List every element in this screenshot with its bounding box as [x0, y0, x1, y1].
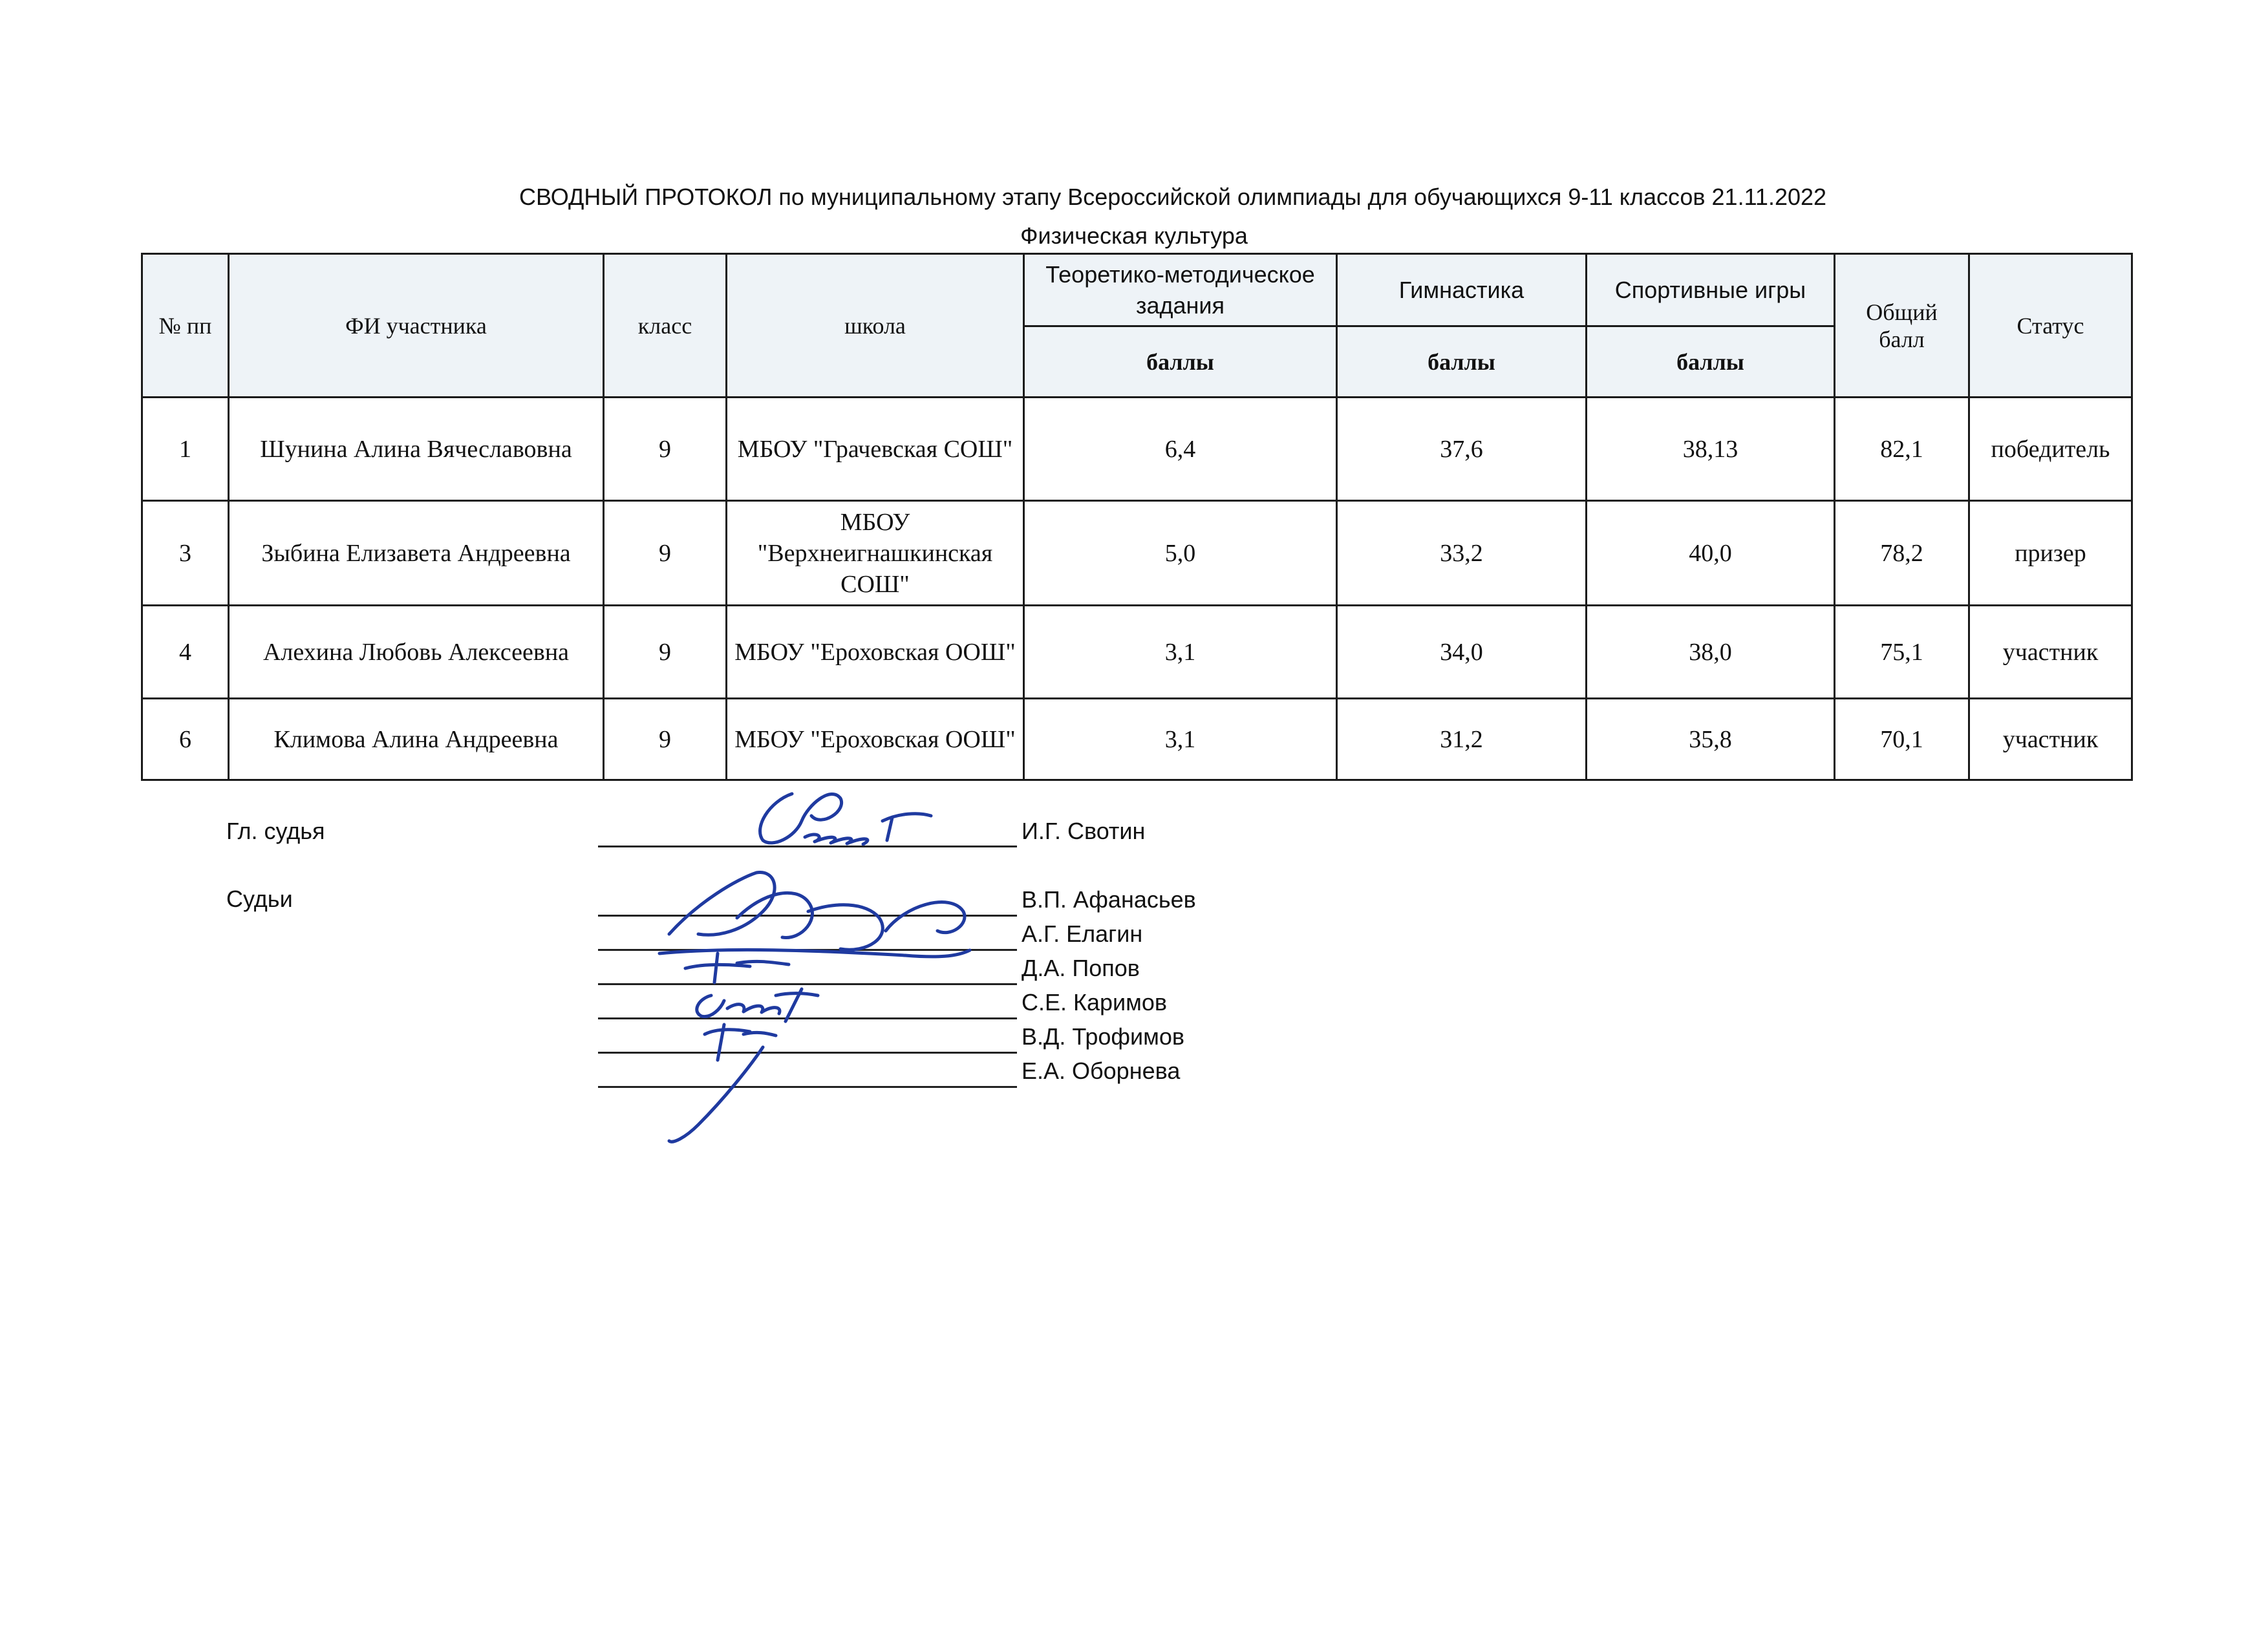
cell-num: 4 [142, 606, 229, 699]
results-table [141, 253, 2133, 781]
chief-judge-name: И.Г. Свотин [1022, 818, 1146, 844]
cell-sport-games: 38,0 [1587, 606, 1835, 699]
subheader-points-theory: баллы [1024, 326, 1337, 398]
col-header-num: № пп [142, 254, 229, 398]
col-header-name: ФИ участника [229, 254, 604, 398]
judge-signature [669, 1025, 776, 1142]
judge-name: Е.А. Оборнева [1022, 1058, 1181, 1084]
cell-name: Шунина Алина Вячеславовна [229, 398, 604, 501]
cell-total: 70,1 [1835, 699, 1969, 780]
cell-school: МБОУ "Верхнеигнашкинская СОШ" [727, 501, 1024, 606]
col-header-sport-games: Спортивные игры [1587, 254, 1835, 326]
chief-signature [760, 794, 931, 844]
subheader-points-gymnastics: баллы [1337, 326, 1587, 398]
cell-name: Климова Алина Андреевна [229, 699, 604, 780]
cell-gymnastics: 34,0 [1337, 606, 1587, 699]
judge-name: А.Г. Елагин [1022, 920, 1143, 947]
judge-name: С.Е. Каримов [1022, 989, 1168, 1016]
cell-theory: 3,1 [1024, 606, 1337, 699]
cell-status: победитель [1969, 398, 2132, 501]
signature-line [598, 915, 1017, 917]
judge-signature [685, 953, 789, 983]
signature-line [598, 1086, 1017, 1088]
table-row [142, 699, 2132, 780]
subheader-points-sport-games: баллы [1587, 326, 1835, 398]
cell-sport-games: 40,0 [1587, 501, 1835, 606]
cell-grade: 9 [604, 398, 727, 501]
cell-status: участник [1969, 606, 2132, 699]
cell-grade: 9 [604, 699, 727, 780]
cell-sport-games: 38,13 [1587, 398, 1835, 501]
cell-total: 78,2 [1835, 501, 1969, 606]
cell-gymnastics: 33,2 [1337, 501, 1587, 606]
cell-school: МБОУ "Грачевская СОШ" [727, 398, 1024, 501]
col-header-school: школа [727, 254, 1024, 398]
judge-name: В.Д. Трофимов [1022, 1023, 1185, 1050]
signature-line [598, 949, 1017, 951]
cell-status: призер [1969, 501, 2132, 606]
col-header-grade: класс [604, 254, 727, 398]
signature-line [598, 1052, 1017, 1054]
subject-title: Физическая культура [1020, 222, 1248, 249]
document-title: СВОДНЫЙ ПРОТОКОЛ по муниципальному этапу Всероссийской олимпиады для обучающихся 9-11 классов 21.11.2022 [519, 184, 1827, 210]
col-header-gymnastics: Гимнастика [1337, 254, 1587, 326]
signature-line [598, 983, 1017, 985]
judge-signature [697, 989, 818, 1021]
cell-total: 82,1 [1835, 398, 1969, 501]
cell-num: 3 [142, 501, 229, 606]
table-row [142, 501, 2132, 606]
cell-sport-games: 35,8 [1587, 699, 1835, 780]
cell-school: МБОУ "Ероховская ООШ" [727, 606, 1024, 699]
table-row [142, 398, 2132, 501]
judge-name: В.П. Афанасьев [1022, 886, 1196, 913]
cell-gymnastics: 37,6 [1337, 398, 1587, 501]
cell-status: участник [1969, 699, 2132, 780]
col-header-theory: Теоретико-методическое задания [1024, 254, 1337, 326]
judge-name: Д.А. Попов [1022, 955, 1140, 981]
cell-gymnastics: 31,2 [1337, 699, 1587, 780]
col-header-status: Статус [1969, 254, 2132, 398]
signature-line [598, 846, 1017, 847]
col-header-total: Общий балл [1835, 254, 1969, 398]
cell-total: 75,1 [1835, 606, 1969, 699]
cell-num: 6 [142, 699, 229, 780]
table-row [142, 606, 2132, 699]
cell-num: 1 [142, 398, 229, 501]
cell-theory: 5,0 [1024, 501, 1337, 606]
cell-name: Зыбина Елизавета Андреевна [229, 501, 604, 606]
cell-theory: 6,4 [1024, 398, 1337, 501]
cell-school: МБОУ "Ероховская ООШ" [727, 699, 1024, 780]
cell-grade: 9 [604, 606, 727, 699]
cell-theory: 3,1 [1024, 699, 1337, 780]
chief-judge-label: Гл. судья [226, 818, 325, 844]
cell-name: Алехина Любовь Алексеевна [229, 606, 604, 699]
signature-line [598, 1017, 1017, 1019]
judges-label: Судьи [226, 886, 293, 912]
cell-grade: 9 [604, 501, 727, 606]
